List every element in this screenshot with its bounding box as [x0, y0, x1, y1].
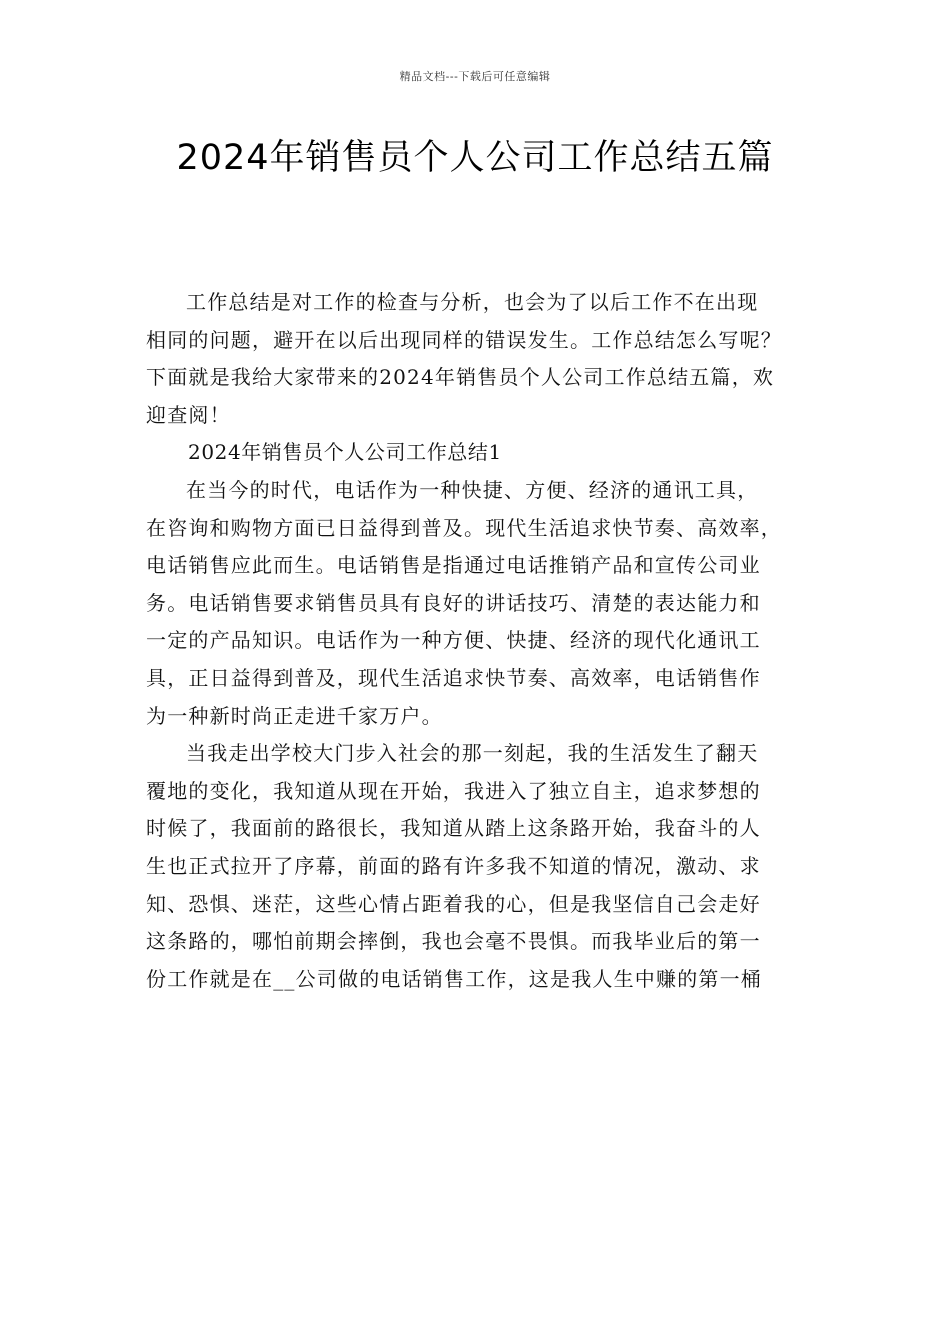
paragraph-line: 覆地的变化，我知道从现在开始，我进入了独立自主，追求梦想的 — [146, 778, 761, 803]
paragraph-line: 在咨询和购物方面已日益得到普及。现代生活追求快节奏、高效率， — [146, 515, 782, 540]
paragraph-line: 生也正式拉开了序幕，前面的路有许多我不知道的情况，激动、求 — [146, 853, 761, 878]
document-title: 2024年销售员个人公司工作总结五篇 — [176, 138, 774, 178]
intro-paragraph — [146, 284, 814, 434]
paragraph-line: 知、恐惧、迷茫，这些心情占距着我的心，但是我坚信自己会走好 — [146, 891, 761, 916]
paragraph-line: 务。电话销售要求销售员具有良好的讲话技巧、清楚的表达能力和 — [146, 590, 761, 615]
body-paragraph — [146, 735, 814, 998]
document-body — [146, 284, 814, 998]
body-paragraph — [146, 472, 814, 735]
paragraph-line: 电话销售应此而生。电话销售是指通过电话推销产品和宣传公司业 — [146, 553, 761, 578]
paragraph-line: 份工作就是在__公司做的电话销售工作，这是我人生中赚的第一桶 — [146, 966, 762, 991]
paragraph-line: 这条路的，哪怕前期会摔倒，我也会毫不畏惧。而我毕业后的第一 — [146, 929, 761, 954]
paragraph-line: 工作总结是对工作的检查与分析，也会为了以后工作不在出现 — [186, 290, 759, 314]
paragraph-line: 下面就是我给大家带来的2024年销售员个人公司工作总结五篇，欢 — [146, 365, 775, 390]
paragraph-line: 时候了，我面前的路很长，我知道从踏上这条路开始，我奋斗的人 — [146, 816, 761, 841]
page-header: 精品文档---下载后可任意编辑 — [399, 70, 551, 83]
paragraph-line: 在当今的时代，电话作为一种快捷、方便、经济的通讯工具， — [186, 477, 759, 502]
paragraph-line: 当我走出学校大门步入社会的那一刻起，我的生活发生了翻天 — [186, 741, 759, 766]
section-heading: 2024年销售员个人公司工作总结1 — [188, 440, 502, 465]
paragraph-line: 具，正日益得到普及，现代生活追求快节奏、高效率，电话销售作 — [146, 665, 761, 690]
paragraph-line: 相同的问题，避开在以后出现同样的错误发生。工作总结怎么写呢？ — [146, 327, 782, 352]
paragraph-line: 一定的产品知识。电话作为一种方便、快捷、经济的现代化通讯工 — [146, 628, 761, 653]
paragraph-line: 迎查阅！ — [146, 402, 231, 427]
paragraph-line: 为一种新时尚正走进千家万户。 — [146, 703, 443, 728]
